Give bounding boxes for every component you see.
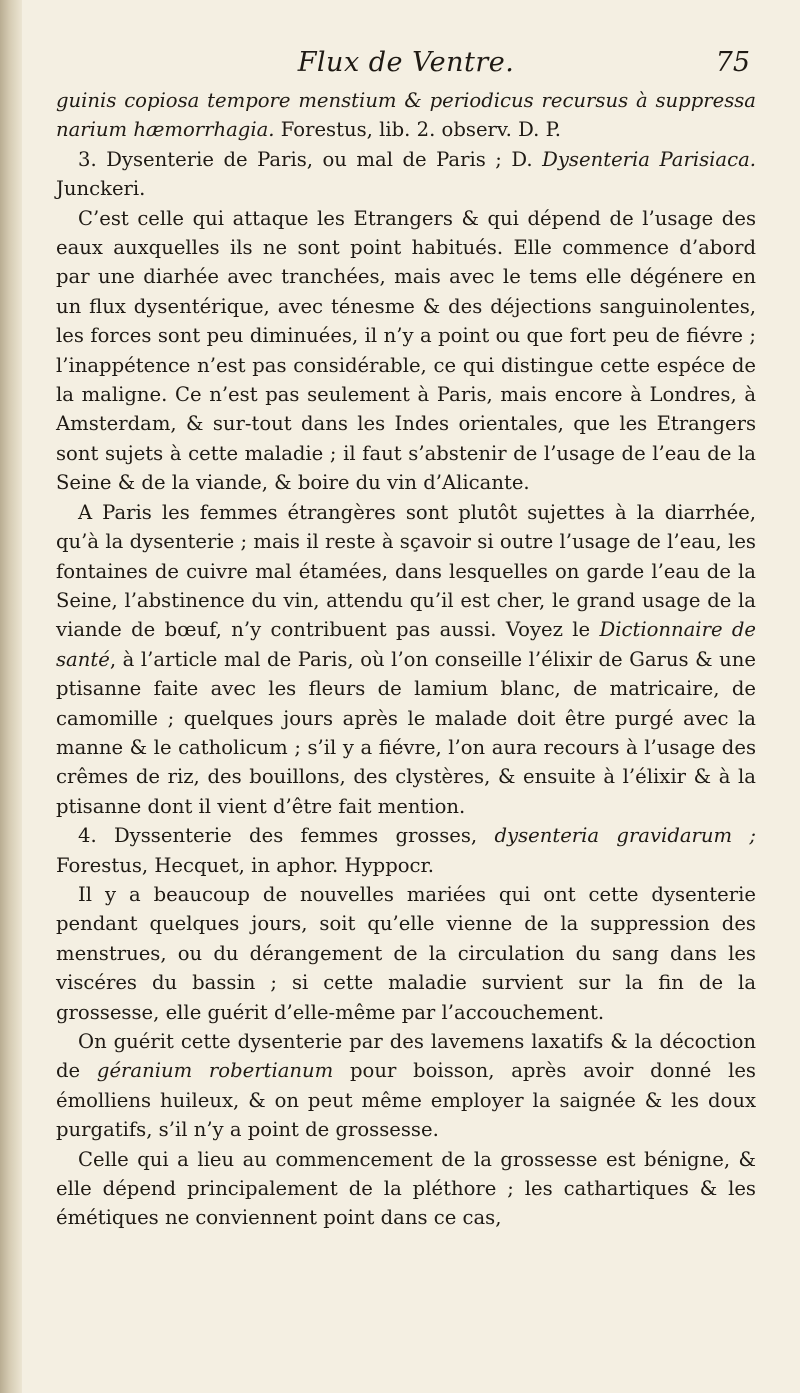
paragraph-heading-dysenterie-paris: 3. Dysenterie de Paris, ou mal de Paris ; D. Dysenteria Parisiaca. Junckeri. (56, 147, 757, 201)
paragraph-commencement-grossesse: Celle qui a lieu au commencement de la grossesse est bénigne, & elle dépend principalement de la pléthore ; les cathartiques & les émétiques ne conviennent point dans ce cas, (56, 1147, 756, 1230)
book-binding-edge (0, 0, 22, 1393)
book-page (56, 48, 756, 1233)
paragraph-femmes-etrangeres: A Paris les femmes étrangères sont plutôt sujettes à la diarrhée, qu’à la dysenterie ; mais il reste à sçavoir si outre l’usage de l’eau, les fontaines de cuivre mal étamées, dans lesquelles on garde l’eau de la Seine, l’abstinence du vin, attendu qu’il est cher, le grand usage de la viande de bœuf, n’y contribuent pas aussi. Voyez le Dictionnaire de santé, à l’article mal de Paris, où l’on conseille l’élixir de Garus & une ptisanne faite avec les fleurs de lamium blanc, de matricaire, de camomille ; quelques jours après le malade doit être purgé avec la manne & le catholicum ; s’il y a fiévre, l’on aura recours à l’usage des crêmes de riz, des bouillons, des clystères, & ensuite à l’élixir & à la ptisanne dont il vient d’être fait mention. (56, 500, 757, 818)
paragraph-traitement: On guérit cette dysenterie par des lavemens laxatifs & la décoction de géranium robertianum pour boisson, après avoir donné les émolliens huileux, & on peut même employer la saignée & les doux purgatifs, s’il n’y a point de grossesse. (56, 1030, 756, 1142)
paragraph-nouvelles-mariees: Il y a beaucoup de nouvelles mariées qui ont cette dysenterie pendant quelques jours, soit qu’elle vienne de la suppression des menstrues, ou du dérangement de la circulation du sang dans les viscéres du bassin ; si cette maladie survient sur la fin de la grossesse, elle guérit d’elle-même par l’accouchement. (56, 882, 756, 1024)
paragraph-description: C’est celle qui attaque les Etrangers & qui dépend de l’usage des eaux auxquelles ils ne sont point habitués. Elle commence d’abord par une diarhée avec tranchées, mais avec le tems elle dégénere en un flux dysentérique, avec ténesme & des déjections sanguinolentes, les forces sont peu diminuées, il n’y a point ou que fort peu de fiévre ; l’inappétence n’est pas considérable, ce qui distingue cette espéce de la maligne. Ce n’est pas seulement à Paris, mais encore à Londres, à Amsterdam, & sur-tout dans les Indes orientales, que les Etrangers sont sujets à cette maladie ; il faut s’abstenir de l’usage de l’eau de la Seine & de la viande, & boire du vin d’Alicante. (56, 206, 756, 495)
paragraph-continued: guinis copiosa tempore menstium & periodicus recursus à suppressa narium hæmorrhagia. Forestus, lib. 2. observ. D. P. (56, 89, 756, 142)
page-number: 75 (715, 47, 750, 78)
paragraph-heading-femmes-grosses: 4. Dyssenterie des femmes grosses, dysenteria gravidarum ; Forestus, Hecquet, in aphor. Hyppocr. (56, 824, 756, 877)
running-title: Flux de Ventre. (297, 47, 515, 78)
running-head (56, 48, 756, 86)
